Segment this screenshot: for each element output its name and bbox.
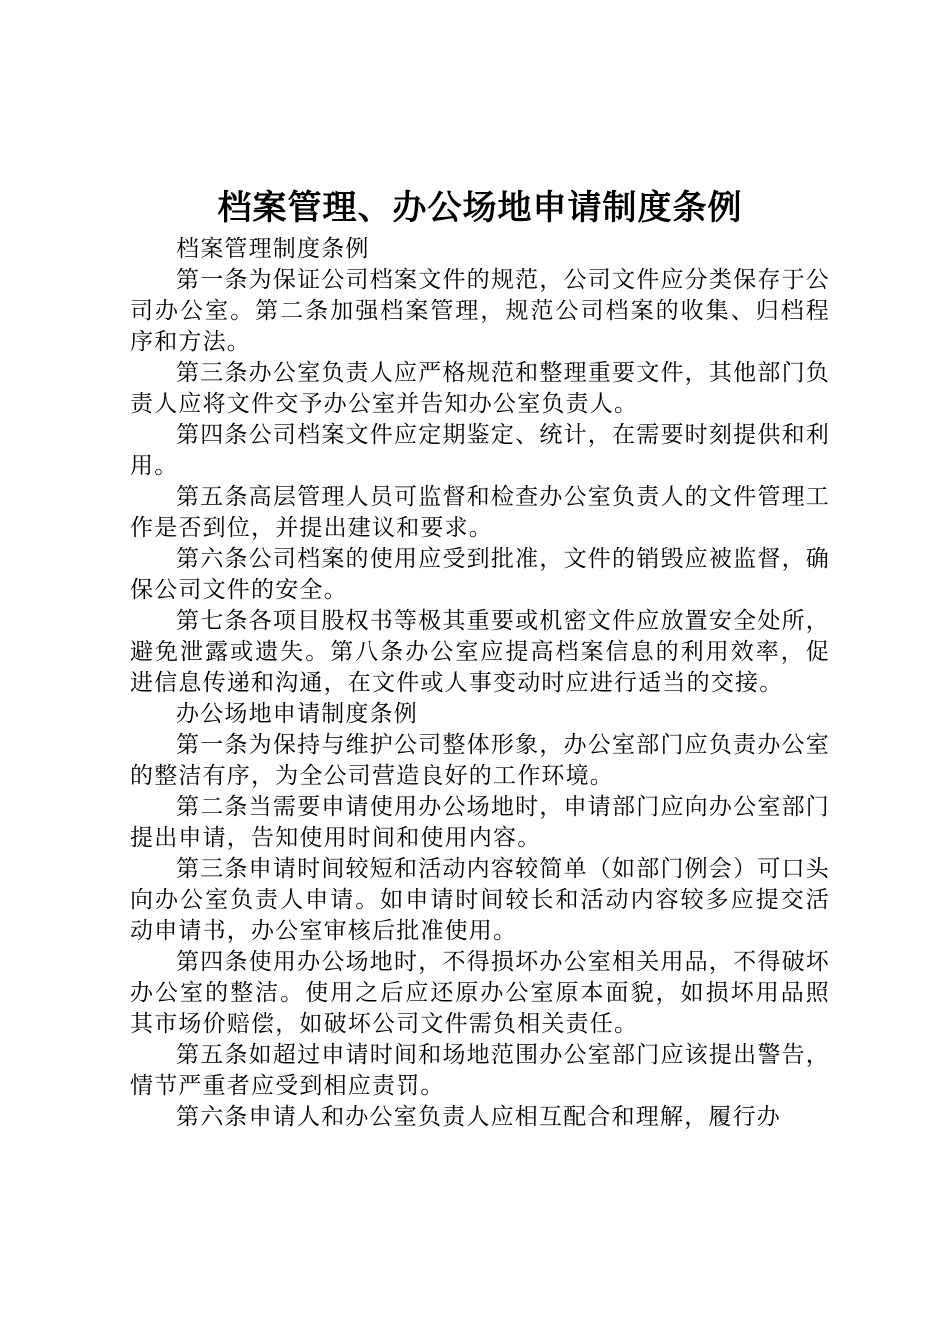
office-article-3: 第三条申请时间较短和活动内容较简单（如部门例会）可口头向办公室负责人申请。如申请时间较长和活动内容较多应提交活动申请书，办公室审核后批准使用。 [130,856,830,944]
document-title: 档案管理、办公场地申请制度条例 [217,188,743,228]
document-body [130,234,830,1133]
archive-article-7-8: 第七条各项目股权书等极其重要或机密文件应放置安全处所，避免泄露或遗失。第八条办公室应提高档案信息的利用效率，促进信息传递和沟通，在文件或人事变动时应进行适当的交接。 [130,608,830,696]
archive-article-5: 第五条高层管理人员可监督和检查办公室负责人的文件管理工作是否到位，并提出建议和要求。 [130,484,830,541]
office-article-5: 第五条如超过申请时间和场地范围办公室部门应该提出警告，情节严重者应受到相应责罚。 [130,1042,830,1099]
archive-article-1-2: 第一条为保证公司档案文件的规范，公司文件应分类保存于公司办公室。第二条加强档案管理，规范公司档案的收集、归档程序和方法。 [130,267,830,355]
section-heading-office-space: 办公场地申请制度条例 [176,701,418,727]
office-article-2: 第二条当需要申请使用办公场地时，申请部门应向办公室部门提出申请，告知使用时间和使用内容。 [130,794,830,851]
archive-article-6: 第六条公司档案的使用应受到批准，文件的销毁应被监督，确保公司文件的安全。 [130,546,830,603]
archive-article-3: 第三条办公室负责人应严格规范和整理重要文件，其他部门负责人应将文件交予办公室并告知办公室负责人。 [130,360,830,417]
office-article-4: 第四条使用办公场地时，不得损坏办公室相关用品，不得破坏办公室的整洁。使用之后应还原办公室原本面貌，如损坏用品照其市场价赔偿，如破坏公司文件需负相关责任。 [130,949,830,1037]
section-heading-archive: 档案管理制度条例 [176,236,370,262]
archive-article-4: 第四条公司档案文件应定期鉴定、统计，在需要时刻提供和利用。 [130,422,830,479]
office-article-6: 第六条申请人和办公室负责人应相互配合和理解，履行办 [176,1104,781,1130]
office-article-1: 第一条为保持与维护公司整体形象，办公室部门应负责办公室的整洁有序，为全公司营造良好的工作环境。 [130,732,830,789]
